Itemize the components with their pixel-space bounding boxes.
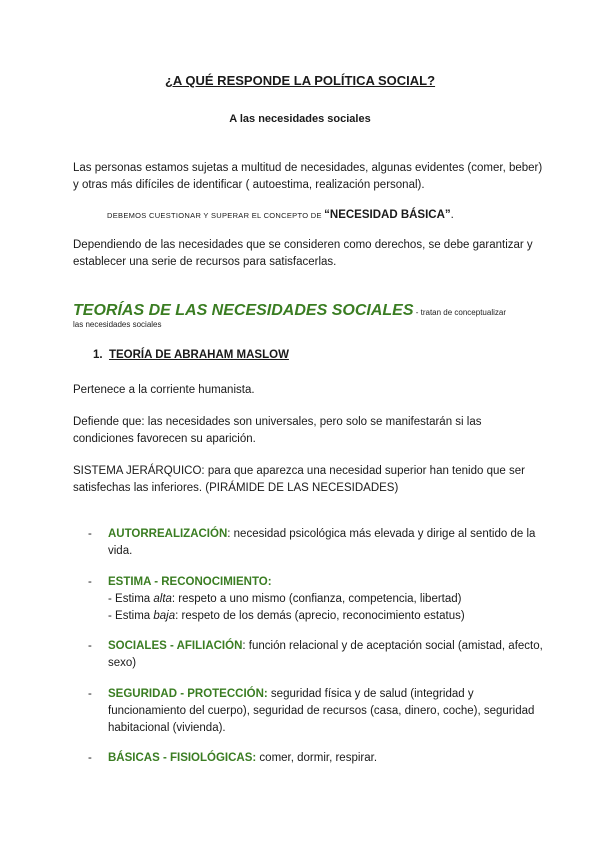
section-heading-note-line2: las necesidades sociales [73,320,162,329]
intro-paragraph: Las personas estamos sujetas a multitud de necesidades, algunas evidentes (comer, beber) y otras más difíciles de identificar ( autoestima, realización personal). [73,162,543,191]
need-text: - Estima [108,593,154,605]
list-item [88,686,548,737]
list-dash: - [88,752,92,764]
need-text: : respeto a uno mismo (confianza, competencia, libertad) [171,593,462,605]
subsection-title: TEORÍA DE ABRAHAM MASLOW [108,349,289,361]
list-item [88,638,548,672]
need-term: AUTORREALIZACIÓN [108,528,228,540]
list-dash: - [88,640,92,652]
subsection-number: 1. [93,349,103,361]
need-term: SOCIALES - AFILIACIÓN [108,640,243,652]
need-text: : necesidad psicológica más elevada y dirige al sentido de la vida. [108,528,536,557]
list-item [88,750,548,767]
need-text-italic: baja [153,610,176,622]
question-suffix: . [450,209,454,221]
rights-paragraph: Dependiendo de las necesidades que se consideren como derechos, se debe garantizar y establecer una serie de recursos para satisfacerlas. [73,239,533,268]
section-heading [73,302,553,329]
question-emphasis: “NECESIDAD BÁSICA” [324,209,451,221]
question-line [107,207,567,224]
need-text: : función relacional y de aceptación social (amistad, afecto, sexo) [108,640,543,669]
document-title: ¿A QUÉ RESPONDE LA POLÍTICA SOCIAL? [164,73,436,88]
section-heading-note: - tratan de conceptualizar [413,308,506,317]
need-text: comer, dormir, respirar. [256,752,378,764]
list-dash: - [88,528,92,540]
list-dash: - [88,576,92,588]
maslow-paragraph-2: Defiende que: las necesidades son universales, pero solo se manifestarán si las condiciones favorecen su aparición. [73,416,482,445]
need-text: : respeto de los demás (aprecio, reconocimiento estatus) [175,610,465,622]
question-prefix: DEBEMOS CUESTIONAR Y SUPERAR EL CONCEPTO DE [107,211,325,220]
need-text-italic: alta [153,593,172,605]
need-text: - Estima [108,610,154,622]
need-term: SEGURIDAD - PROTECCIÓN: [108,688,268,700]
list-dash: - [88,688,92,700]
list-item [88,574,548,625]
list-item [88,526,548,560]
need-term: BÁSICAS - FISIOLÓGICAS: [108,752,257,764]
section-heading-title: TEORÍAS DE LAS NECESIDADES SOCIALES [73,302,414,319]
maslow-paragraph-3: SISTEMA JERÁRQUICO: para que aparezca una necesidad superior han tenido que ser satisfechas las inferiores. (PIRÁMIDE DE LAS NECESIDADES) [73,465,525,494]
subsection-heading [93,349,289,361]
document-subtitle: A las necesidades sociales [229,113,371,125]
need-text: seguridad física y de salud (integridad y funcionamiento del cuerpo), seguridad de recursos (casa, dinero, coche), seguridad habitacional (vivienda). [108,688,535,734]
need-term: ESTIMA - RECONOCIMIENTO: [108,576,272,588]
maslow-paragraph-1: Pertenece a la corriente humanista. [73,384,255,396]
